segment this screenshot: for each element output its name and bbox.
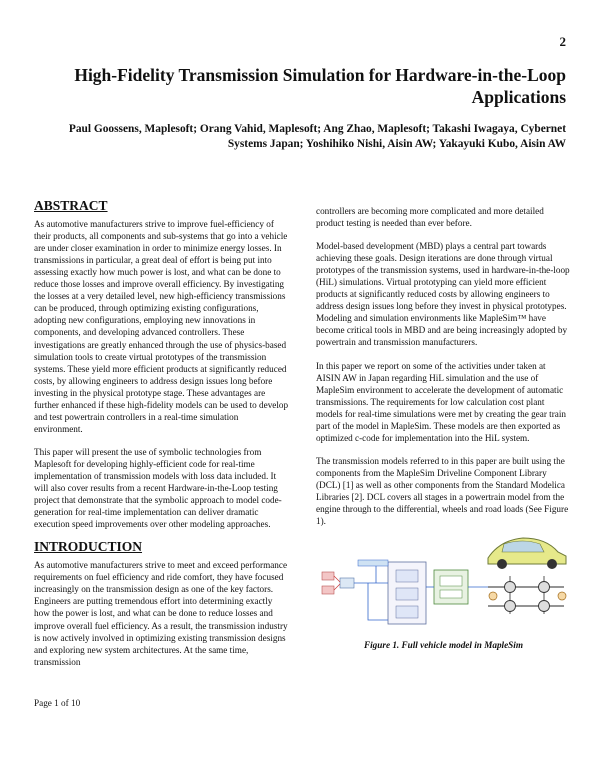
vehicle-model-diagram <box>318 532 570 634</box>
right-paragraph-4: The transmission models referred to in this paper are built using the components from the MapleSim Driveline Component Library (DCL) [1] as well as other components from the Standard Modelica Libraries [2]. DCL covers all stages in a powertrain model from the engine through to the differential, wheels and road loads (See Figure 1). <box>316 455 569 527</box>
author-list: Paul Goossens, Maplesoft; Orang Vahid, Maplesoft; Ang Zhao, Maplesoft; Takashi Iwagaya, Cybernet Systems Japan; Yoshihiko Nishi, Aisin AW; Yakayuki Kubo, Aisin AW <box>68 123 566 150</box>
page-number: 2 <box>559 34 566 49</box>
left-column <box>34 200 289 679</box>
abstract-paragraph-1: As automotive manufacturers strive to improve fuel-efficiency of their products, all components and sub-systems that go into a vehicle are under closer examination in order to minimize energy losses. In transmissions in particular, a great deal of effort is being put into assessing exactly how much power is lost, and what can be done to reduce those losses and improve overall efficiency. By investigating the losses at a very detailed level, new high-efficiency transmissions can be produced, through optimizing existing configurations, adopting new configurations, employing new innovations in components, and developing advanced controllers. These investigations are greatly enhanced through the use of physics-based simulation tools to create virtual prototypes of the transmission systems. These yield more efficient products at significantly reduced costs, by allowing engineers to address design issues long before investing in the physical prototype stage. These advantages are further enhanced if these high-fidelity models can be used to develop and test powertrain controllers in a real-time simulation environment. <box>34 219 289 434</box>
car-illustration <box>488 538 566 569</box>
input-blocks <box>322 572 354 594</box>
right-paragraph-3: In this paper we report on some of the activities under taken at AISIN AW in Japan regarding HiL simulation and the use of MapleSim environment to accelerate the development of automatic transmissions. The requirements for low calculation cost plant models for real-time simulations were met by creating the gear train part of the model in MapleSim. These models are then exported as optimized c-code for implementation into the HiL system. <box>316 360 567 443</box>
driveline-wheels <box>488 576 566 614</box>
figure-caption: Figure 1. Full vehicle model in MapleSim <box>363 640 523 650</box>
right-paragraph-2: Model-based development (MBD) plays a central part towards achieving these goals. Design iterations are done through virtual prototypes of the transmission systems, used in hardware-in-the-loop (HiL) simulations. Virtual prototyping can yield more efficient products at significantly reduced costs by allowing engineers to address design issues long before they invest in physical prototypes. Modeling and simulation environments like MapleSim™ have become critical tools in MBD and are being increasingly adopted by powertrain and transmission manufacturers. <box>316 241 570 348</box>
abstract-heading: ABSTRACT <box>34 198 108 213</box>
paper-title: High-Fidelity Transmission Simulation for Hardware-in-the-Loop Applications <box>74 65 566 107</box>
abstract-paragraph-2: This paper will present the use of symbolic technologies from Maplesoft for developing highly-efficient code for real-time implementation of transmission models with loss data included. It will also cover results from a recent Hardware-in-the-Loop testing project that demonstrate that the symbolic approach to model code-generation for real-time implementation can deliver dramatic execution speed improvements over other modeling approaches. <box>34 446 282 530</box>
right-column <box>316 205 571 538</box>
transmission-block <box>434 570 468 604</box>
page-footer: Page 1 of 10 <box>34 698 81 708</box>
introduction-paragraph-1: As automotive manufacturers strive to meet and exceed performance requirements on fuel efficiency and ride comfort, they have focused increasingly on the transmission design as one of the key factors. Engineers are putting tremendous effort into determining exactly how the power is lost, and what can be done to reduce losses and improve overall fuel efficiency. As a result, the transmission industry is now actively involved in optimizing existing transmission designs and exploring new system architectures. At the same time, transmission <box>34 560 288 667</box>
introduction-heading: INTRODUCTION <box>34 539 143 555</box>
right-paragraph-1: controllers are becoming more complicated and more detailed product testing is needed than ever before. <box>316 206 544 229</box>
subsystem-block <box>388 562 426 624</box>
bus-label-block <box>358 560 388 566</box>
